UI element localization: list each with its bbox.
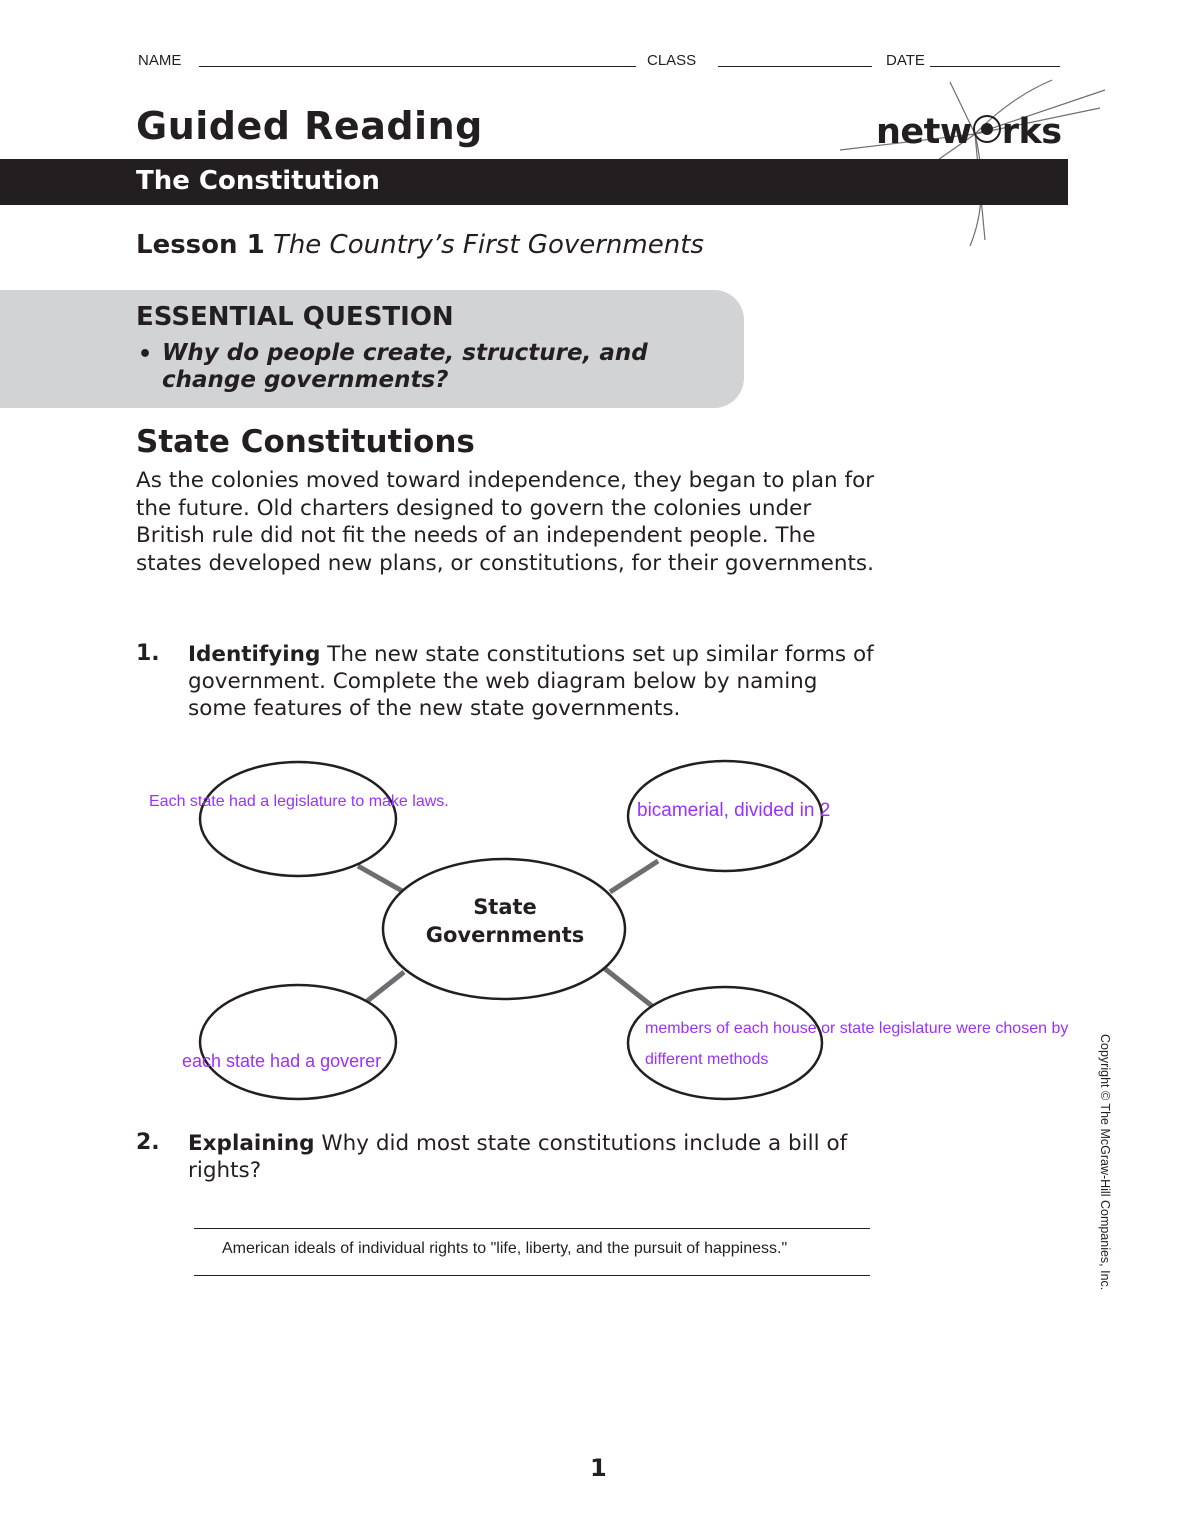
answer-line-1 (194, 1228, 870, 1229)
copyright-notice: Copyright © The McGraw-Hill Companies, Inc. (1098, 1034, 1112, 1291)
question-2-answer[interactable]: American ideals of individual rights to "life, liberty, and the pursuit of happiness." (222, 1240, 788, 1257)
page-title: Guided Reading (136, 104, 483, 148)
brand-text-pre: netw (876, 112, 972, 152)
question-1-skill: Identifying (188, 642, 321, 667)
bullet-icon: • (138, 342, 153, 367)
connector-top-left (358, 866, 404, 892)
ellipse-top-left (200, 762, 396, 876)
page-number: 1 (590, 1454, 607, 1482)
ellipse-bottom-right (628, 987, 822, 1099)
brand-text-post: rks (1001, 112, 1062, 152)
section-paragraph: As the colonies moved toward independence, they began to plan for the future. Old charters designed to govern the colonies under British rule did not fit the needs of an independent people. The states developed new plans, or constitutions, for their governments. (136, 468, 875, 576)
center-label-line2: Governments (425, 923, 585, 947)
class-label: CLASS (647, 52, 697, 69)
connector-bottom-left (366, 972, 404, 1002)
center-node-label (384, 893, 626, 949)
question-2-prompt: Why did most state constitutions include a bill of rights? (188, 1131, 848, 1183)
chapter-title: The Constitution (136, 166, 380, 196)
connector-top-right (610, 861, 658, 892)
answer-top-left[interactable]: Each state had a legislature to make laws. (149, 793, 449, 810)
date-label: DATE (886, 52, 925, 69)
answer-bottom-right-line2[interactable]: different methods (645, 1051, 769, 1068)
question-2-number: 2. (136, 1130, 160, 1155)
answer-top-right[interactable]: bicamerial, divided in 2 (637, 800, 831, 821)
section-heading: State Constitutions (136, 424, 475, 460)
answer-line-2 (194, 1275, 870, 1276)
lesson-number: Lesson 1 (136, 230, 265, 260)
answer-bottom-left[interactable]: each state had a goverer (182, 1051, 382, 1071)
lesson-title: The Country’s First Governments (272, 230, 704, 260)
question-1-number: 1. (136, 641, 160, 666)
answer-bottom-right-line1[interactable]: members of each house or state legislature were chosen by (645, 1020, 1069, 1037)
connector-bottom-right (604, 968, 652, 1006)
essential-question-heading: ESSENTIAL QUESTION (136, 302, 454, 332)
ellipse-bottom-left (200, 985, 396, 1099)
question-1-prompt: The new state constitutions set up similar forms of government. Complete the web diagram below by naming some features of the new state governments. (188, 642, 874, 721)
essential-question-text: Why do people create, structure, and change governments? (162, 340, 648, 393)
question-2-skill: Explaining (188, 1131, 315, 1156)
center-label-line1: State (473, 895, 537, 919)
question-2-text (188, 1130, 868, 1184)
name-label: NAME (138, 52, 182, 69)
